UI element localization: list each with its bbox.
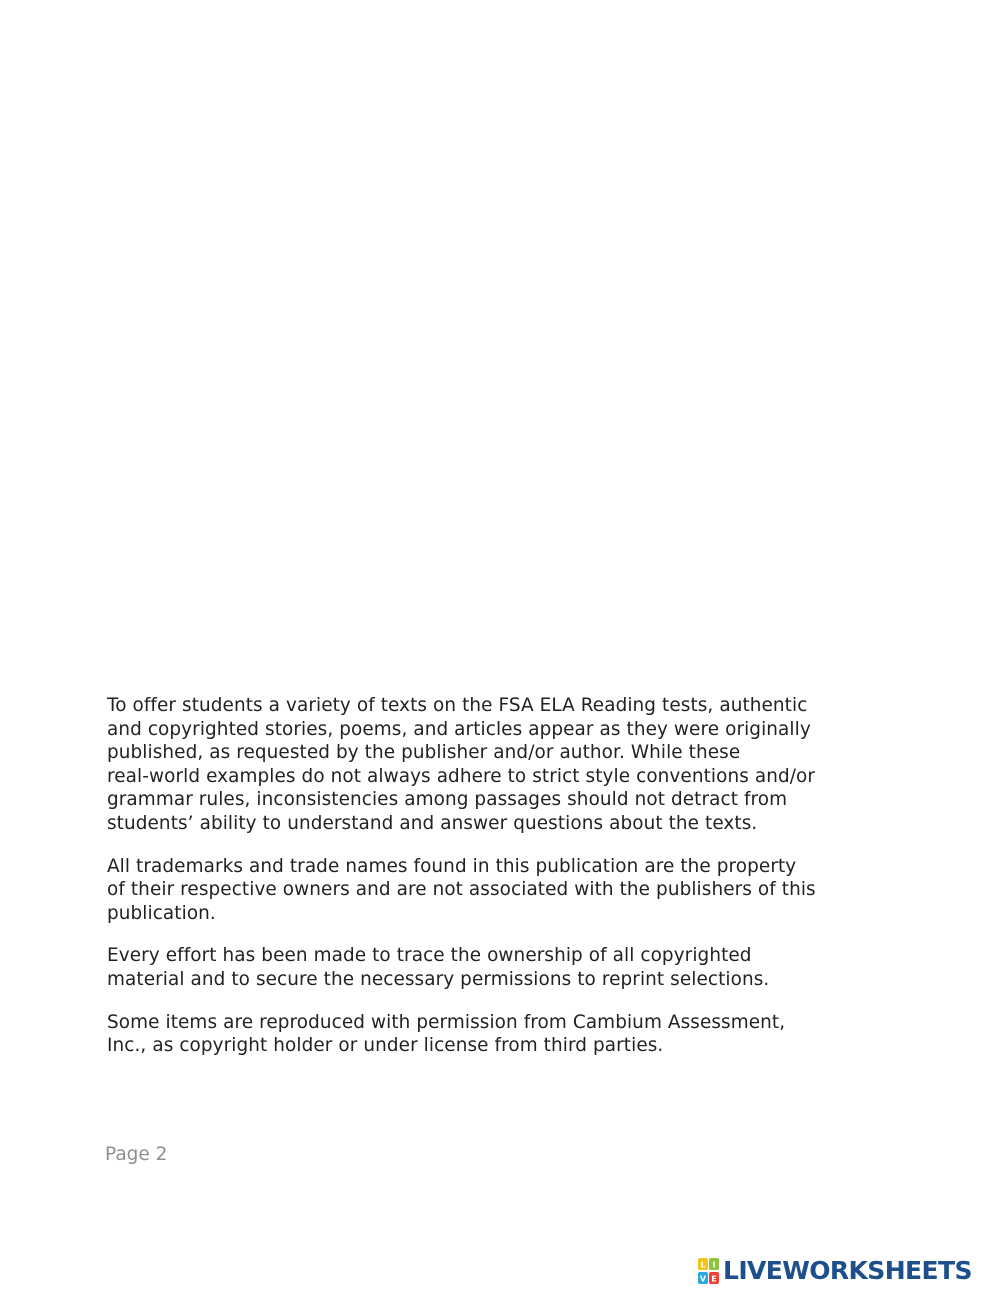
live-blocks-icon bbox=[698, 1258, 720, 1285]
copyright-notice bbox=[107, 694, 867, 1077]
notice-line: and copyrighted stories, poems, and articles appear as they were originally bbox=[107, 718, 811, 740]
notice-paragraph-texts bbox=[107, 694, 867, 836]
live-letter-e: E bbox=[711, 1274, 717, 1283]
notice-line: grammar rules, inconsistencies among passages should not detract from bbox=[107, 789, 788, 811]
notice-line: material and to secure the necessary permissions to reprint selections. bbox=[107, 968, 770, 990]
notice-line: Some items are reproduced with permission from Cambium Assessment, bbox=[107, 1011, 786, 1033]
notice-line: publication. bbox=[107, 902, 216, 924]
live-letter-i: I bbox=[712, 1260, 716, 1269]
live-letter-l: L bbox=[700, 1260, 706, 1269]
notice-line: published, as requested by the publisher and/or author. While these bbox=[107, 742, 741, 764]
liveworksheets-logo bbox=[698, 1256, 972, 1286]
live-letter-v: V bbox=[699, 1274, 707, 1283]
notice-line: All trademarks and trade names found in this publication are the property bbox=[107, 855, 797, 877]
notice-paragraph-permissions bbox=[107, 944, 867, 991]
notice-line: students’ ability to understand and answer questions about the texts. bbox=[107, 812, 758, 834]
brand-name: LIVEWORKSHEETS bbox=[723, 1256, 972, 1285]
page-number: Page 2 bbox=[105, 1144, 168, 1165]
notice-paragraph-trademarks bbox=[107, 855, 867, 926]
notice-line: Every effort has been made to trace the ownership of all copyrighted bbox=[107, 945, 752, 967]
notice-paragraph-cambium bbox=[107, 1011, 867, 1058]
notice-line: of their respective owners and are not associated with the publishers of this bbox=[107, 879, 816, 901]
notice-line: Inc., as copyright holder or under license from third parties. bbox=[107, 1035, 664, 1057]
notice-line: real-world examples do not always adhere to strict style conventions and/or bbox=[107, 765, 816, 787]
notice-line: To offer students a variety of texts on the FSA ELA Reading tests, authentic bbox=[107, 695, 808, 716]
